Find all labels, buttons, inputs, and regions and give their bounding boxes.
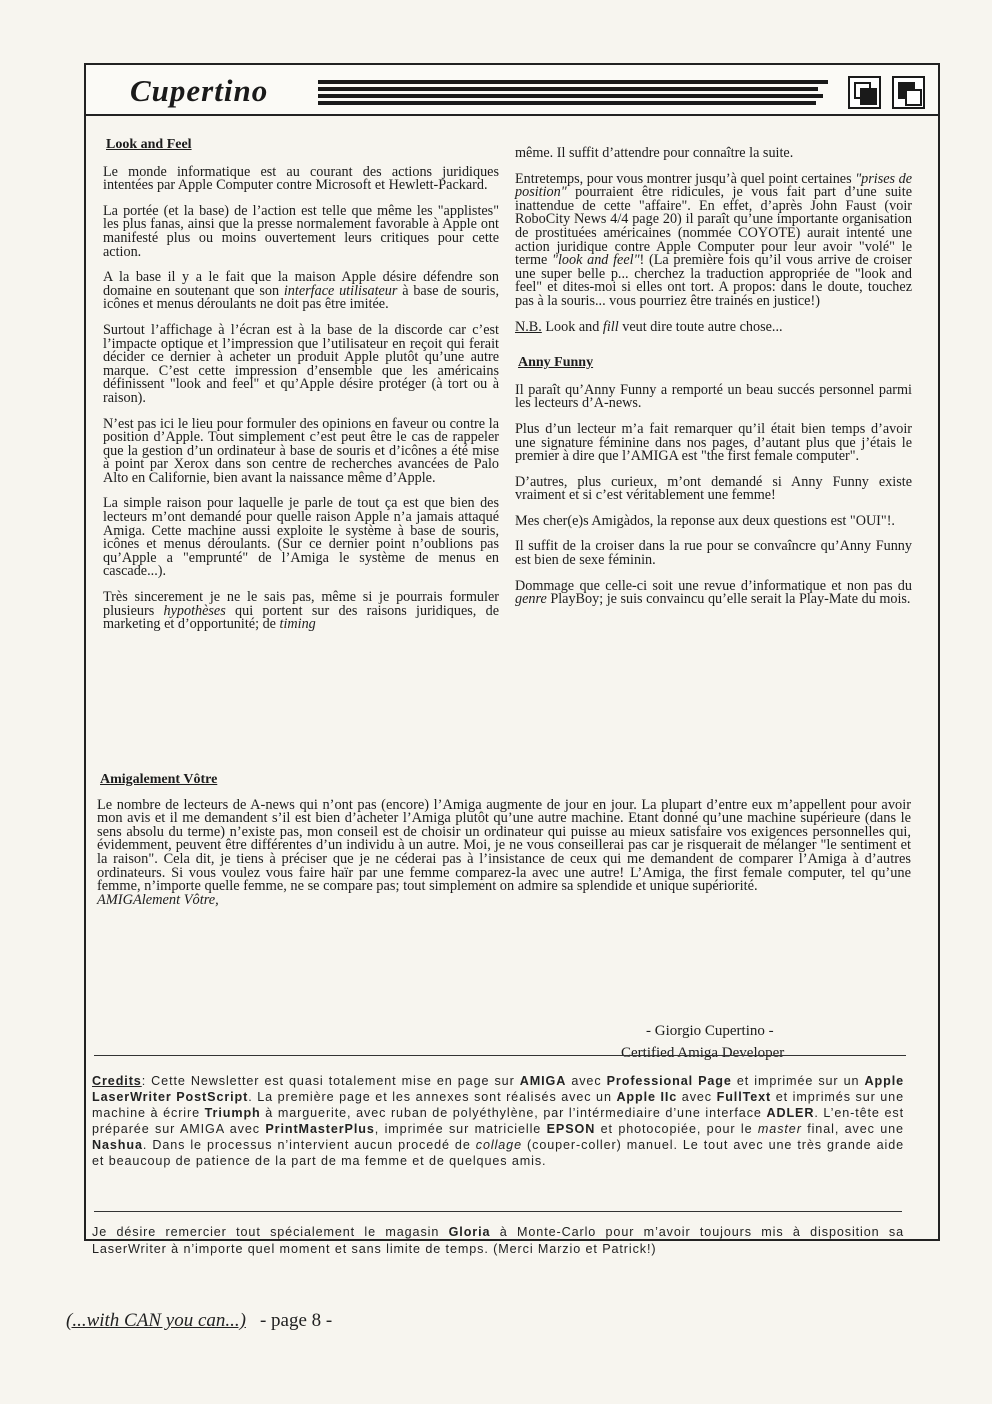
header-title: Cupertino	[130, 73, 269, 108]
paragraph: Entretemps, pour vous montrer jusqu’à quel point certaines "prises de position" pourraient être ridicules, je vous fait part d’une suite inattendue de cette "affaire". En effet, d’après John Faust (voir RoboCity News 4/4 page 20) il paraît qu’une importante organisation de prostituées américaines (nommée COYOTE) aurait intenté une action juridique contre Apple Computer pour leur avoir "volé" le terme "look and feel"! (La première fois qu’il vous arrive de croiser une super belle p... cherchez la traduction appropriée de "look and feel" et dites-moi si elles ont tort. A propos: dans le doute, touchez pas à la souris... vous pourriez être trainés en justice!)	[515, 170, 913, 309]
paragraph: Très sincerement je ne le sais pas, même si je pourrais formuler plusieurs hypothèses qui portent sur des raisons juridiques, de marketing et d’opportunité; de timing	[103, 589, 499, 633]
left-column	[103, 138, 499, 644]
divider	[94, 1211, 902, 1212]
paragraph: La portée (et la base) de l’action est telle que même les "applistes" les plus fanas, ainsi que la presse normalement favorable à Apple ont manifesté plus ou moins ouvertement leurs critiques pour cette action.	[103, 202, 499, 260]
paragraph: D’autres, plus curieux, m’ont demandé si Anny Funny existe vraiment et si c’est véritablement une femme!	[515, 473, 912, 504]
paragraph: Le monde informatique est au courant des actions juridiques intentées par Apple Computer contre Microsoft et Hewlett-Packard.	[103, 163, 499, 194]
header-stripes	[318, 80, 828, 106]
paragraph: Plus d’un lecteur m’a fait remarquer qu’il était bien temps d’avoir une signature féminine dans nos pages, d’autant plus que j’étais le premier à dire que l’AMIGA est "the first female computer".	[515, 420, 912, 465]
paragraph: Surtout l’affichage à l’écran est à la base de la discorde car c’est l’impacte optique et l’impression que l’utilisateur en reçoit qui ferait décider ce dernier à acheter un produit Apple plutôt qu’une autre marque. C’est cette impression d’ensemble que les américains définissent "look and feel" et qu’Apple désire protéger (à tort ou à raison).	[103, 321, 499, 406]
divider	[94, 1055, 906, 1056]
paragraph: Dommage que celle-ci soit une revue d’informatique et non pas du genre PlayBoy; je suis convaincu qu’elle serait la Play-Mate du mois.	[515, 577, 912, 608]
paragraph: A la base il y a le fait que la maison Apple désire défendre son domaine en soutenant que son interface utilisateur à base de souris, icônes et menus déroulants ne doit pas être imitée.	[103, 269, 499, 313]
paragraph: Il paraît qu’Anny Funny a remporté un beau succés personnel parmi les lecteurs d’A-news.	[515, 381, 912, 412]
paragraph: N’est pas ici le lieu pour formuler des opinions en faveur ou contre la position d’Apple. Tout simplement c’est peut être le cas de rappeler que la gestion d’un ordinateur à base de souris et d’icônes a été mise à point par Xerox dans son centre de recherches avancées de Palo Alto en Californie, bien avant la naissance même d’Apple.	[103, 415, 499, 486]
amigalement-section	[97, 773, 911, 907]
page-number: - page 8 -	[259, 1310, 333, 1331]
paragraph: Le nombre de lecteurs de A-news qui n’ont pas (encore) l’Amiga augmente de jour en jour. La plupart d’entre eux m’appellent pour avoir mon avis et il me demandent s’il est bien d’acheter l’Amiga plutôt qu’une autre machine. Etant donné qu’une machine supérieure (dans le sens absolu du terme) n’existe pas, mon conseil est de choisir un ordinateur qui puisse au mieux satisfaire vos exigences personnelles qui, évidemment, peuvent être différentes d’un individu à un autre. Moi, je ne vous conseillerai pas car je risquerait de mélanger "le sentiment et la raison". Cela dit, je tiens à préciser que je ne céderai pas à l’insistance de ceux qui me demandent de comparer l’Amiga à d’autres ordinateurs. Si vous voulez vous faire haïr par une femme comparez-la avec une autre! L’Amiga, the first female computer, tel qu’une femme, n’importe quelle femme, ne se compare pas; tout simplement on admire sa splendide et unique supériorité.	[97, 796, 911, 895]
signoff: AMIGAlement Vôtre,	[97, 891, 219, 908]
footer-slogan: (...with CAN you can...)	[66, 1310, 246, 1331]
credits-label: Credits	[92, 1074, 142, 1088]
page-footer	[66, 1310, 332, 1332]
nb-note: N.B. Look and fill veut dire toute autre chose...	[515, 318, 783, 335]
author-title: Certified Amiga Developer	[621, 1045, 785, 1061]
paragraph: même. Il suffit d’attendre pour connaître la suite.	[515, 145, 794, 161]
author-name: - Giorgio Cupertino -	[646, 1023, 774, 1039]
signature	[600, 1020, 900, 1064]
paragraph: La simple raison pour laquelle je parle de tout ça est que bien des lecteurs m’ont demandé pour quelle raison Apple n’a jamais attaqué Amiga. Cette machine aussi exploite le système à base de souris, icônes et menus déroulants. (Sur ce dernier point n’oublions pas qu’Apple a "emprunté" de l’Amiga le système de menus en cascade...).	[103, 495, 499, 580]
section-title-anny-funny: Anny Funny	[518, 355, 594, 371]
right-column	[515, 147, 912, 619]
section-title-look-and-feel: Look and Feel	[106, 137, 192, 152]
section-title-amigalement: Amigalement Vôtre	[100, 772, 218, 787]
credits-box: Credits: Cette Newsletter est quasi totalement mise en page sur AMIGA avec Professional Page et imprimée sur un Apple LaserWriter PostScript. La première page et les annexes sont réalisés avec un Apple IIc avec FullText et imprimés sur une machine à écrire Triumph à marguerite, avec ruban de polyéthylène, par l’intérmediaire d’une interface ADLER. L’en-tête est préparée sur AMIGA avec PrintMasterPlus, imprimée sur matricielle EPSON et photocopiée, pour le master final, avec une Nashua. Dans le processus n’intervient aucun procedé de collage (couper-coller) manuel. Le tout avec une très grande aide et beaucoup de patience de la part de ma femme et de quelques amis.	[92, 1074, 904, 1168]
paragraph: Mes cher(e)s Amigàdos, la reponse aux deux questions est "OUI"!.	[515, 512, 895, 529]
thanks-note: Je désire remercier tout spécialement le magasin Gloria à Monte-Carlo pour m’avoir toujours mis à disposition sa LaserWriter à n’importe quel moment et sans limite de temps. (Merci Marzio et Patrick!)	[92, 1225, 904, 1256]
page-header	[84, 63, 940, 116]
paragraph: Il suffit de la croiser dans la rue pour se convaîncre qu’Anny Funny est bien de sexe féminin.	[515, 538, 912, 569]
window-icon-alt	[892, 76, 925, 109]
window-icon	[848, 76, 881, 109]
